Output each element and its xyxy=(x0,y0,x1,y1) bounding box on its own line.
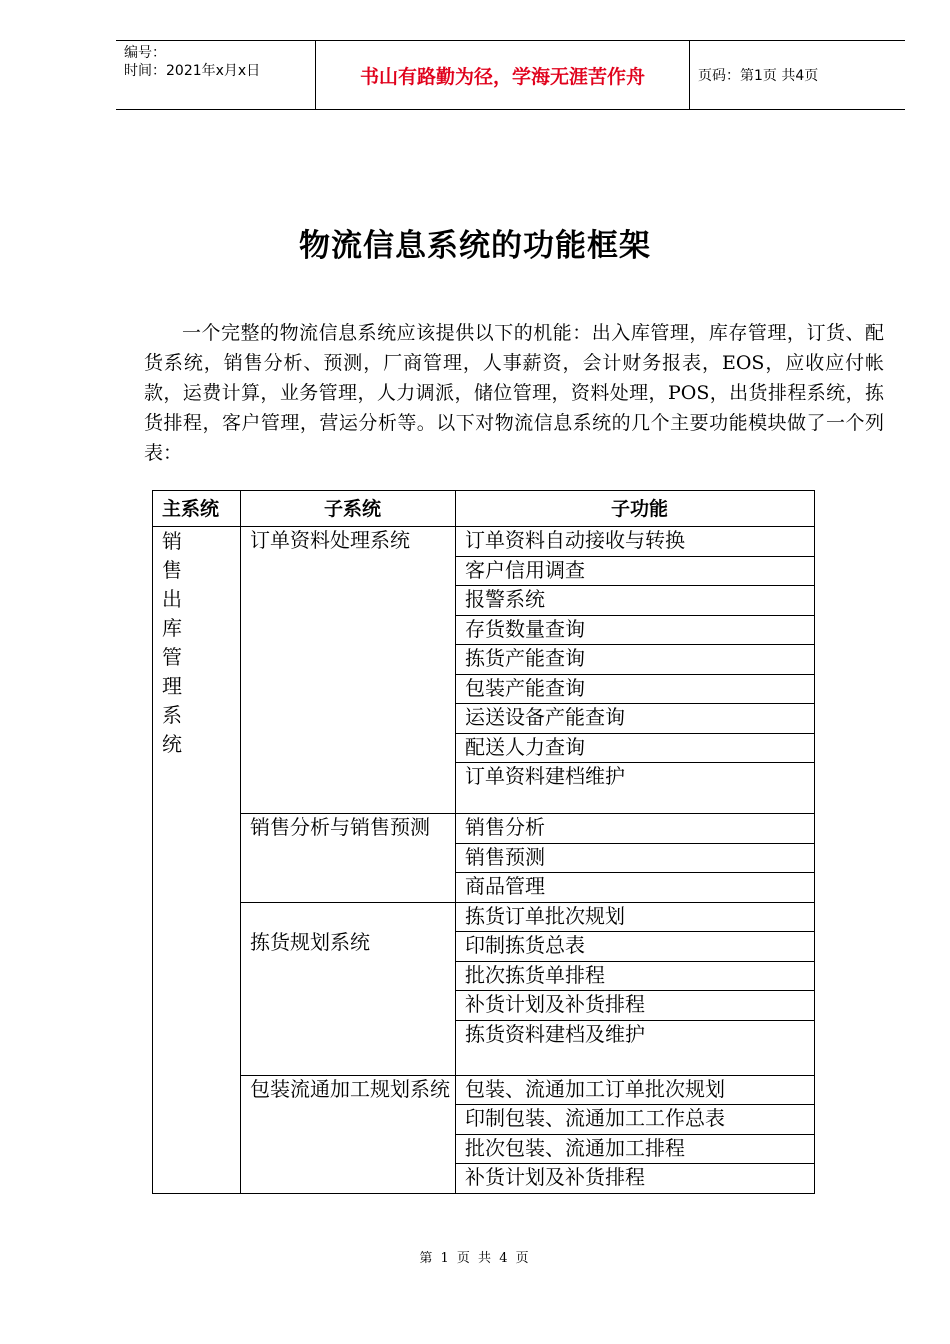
header-page-info: 页码：第1页 共4页 xyxy=(698,68,819,84)
subfunction-cell: 配送人力查询 xyxy=(456,733,815,763)
main-system-char: 库 xyxy=(162,616,182,640)
intro-paragraph: 一个完整的物流信息系统应该提供以下的机能：出入库管理，库存管理，订货、配货系统，销售分析、预测，厂商管理，人事薪资，会计财务报表，EOS，应收应付帐款，运费计算，业务管理，人力调派，储位管理，资料处理，POS，出货排程系统，拣货排程，客户管理，营运分析等。以下对物流信息系统的几个主要功能模块做了一个列表： xyxy=(144,322,884,464)
subfunction-cell: 销售分析 xyxy=(456,814,815,844)
subfunction-cell: 订单资料建档维护 xyxy=(456,763,815,814)
header-main-system: 主系统 xyxy=(153,491,241,527)
subfunction-cell: 包装、流通加工订单批次规划 xyxy=(456,1075,815,1105)
time-label: 时间：2021年x月x日 xyxy=(124,63,261,79)
subfunction-cell: 订单资料自动接收与转换 xyxy=(456,527,815,557)
main-system-char: 出 xyxy=(162,587,182,611)
subfunction-cell: 拣货资料建档及维护 xyxy=(456,1020,815,1075)
subfunction-cell: 拣货订单批次规划 xyxy=(456,902,815,932)
subfunction-cell: 批次拣货单排程 xyxy=(456,961,815,991)
subfunction-cell: 报警系统 xyxy=(456,586,815,616)
subfunction-cell: 存货数量查询 xyxy=(456,615,815,645)
function-table xyxy=(152,490,815,1194)
document-title: 物流信息系统的功能框架 xyxy=(299,228,651,264)
main-system-char: 售 xyxy=(162,558,182,582)
document-header xyxy=(116,40,905,110)
table-row xyxy=(153,814,815,844)
main-system-label xyxy=(162,527,184,759)
header-subsystem: 子系统 xyxy=(241,491,456,527)
main-system-char: 理 xyxy=(162,674,182,698)
subfunction-cell: 包装产能查询 xyxy=(456,674,815,704)
subsystem-cell: 拣货规划系统 xyxy=(241,902,456,1075)
table-header-row xyxy=(153,491,815,527)
header-subfunction: 子功能 xyxy=(456,491,815,527)
main-system-char: 销 xyxy=(162,529,182,553)
subsystem-cell: 订单资料处理系统 xyxy=(241,527,456,814)
subfunction-cell: 补货计划及补货排程 xyxy=(456,1164,815,1194)
main-system-cell xyxy=(153,527,241,1194)
table-row xyxy=(153,902,815,932)
number-label: 编号： xyxy=(124,45,166,61)
header-motto: 书山有路勤为径，学海无涯苦作舟 xyxy=(316,41,690,109)
table-row xyxy=(153,1075,815,1105)
subsystem-cell: 销售分析与销售预测 xyxy=(241,814,456,903)
subfunction-cell: 批次包装、流通加工排程 xyxy=(456,1134,815,1164)
subfunction-cell: 印制拣货总表 xyxy=(456,932,815,962)
main-system-char: 管 xyxy=(162,645,182,669)
main-system-char: 统 xyxy=(162,732,182,756)
page-footer: 第 1 页 共 4 页 xyxy=(419,1251,531,1266)
subfunction-cell: 销售预测 xyxy=(456,843,815,873)
subfunction-cell: 运送设备产能查询 xyxy=(456,704,815,734)
header-meta xyxy=(116,41,316,109)
table-row xyxy=(153,527,815,557)
subsystem-cell: 包装流通加工规划系统 xyxy=(241,1075,456,1193)
subfunction-cell: 客户信用调查 xyxy=(456,556,815,586)
subfunction-cell: 补货计划及补货排程 xyxy=(456,991,815,1021)
main-system-char: 系 xyxy=(162,703,182,727)
subfunction-cell: 印制包装、流通加工工作总表 xyxy=(456,1105,815,1135)
subfunction-cell: 拣货产能查询 xyxy=(456,645,815,675)
subfunction-cell: 商品管理 xyxy=(456,873,815,903)
